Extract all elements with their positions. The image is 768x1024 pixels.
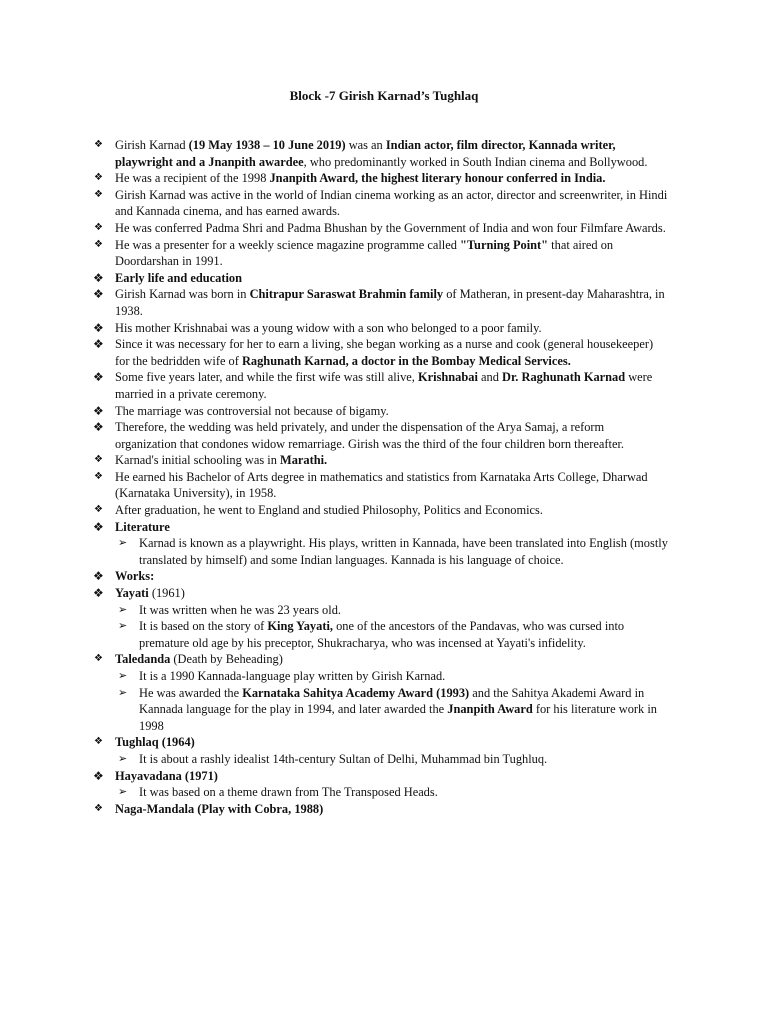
text-run: , who predominantly worked in South Indian cinema and Bollywood. — [303, 154, 648, 169]
bold-text-run: (19 May 1938 – 10 June 2019) — [188, 138, 346, 152]
bullet-text — [115, 420, 624, 451]
diamond-bullet-icon: ❖ — [93, 370, 104, 385]
bold-text-run: Taledanda — [115, 652, 171, 667]
arrow-bullet-icon: ➢ — [118, 602, 128, 616]
bullet-item — [88, 270, 668, 287]
bold-text-run: Karnataka Sahitya Academy Award (1993) — [242, 685, 470, 700]
bullet-item — [88, 568, 668, 585]
bold-text-run: Naga-Mandala (Play with Cobra, 1988) — [115, 801, 324, 816]
diamond-bullet-icon: ❖ — [94, 470, 103, 482]
bullet-item — [88, 801, 668, 818]
diamond-bullet-icon: ❖ — [93, 403, 104, 418]
text-run: He was a presenter for a weekly science magazine programme called — [115, 237, 461, 252]
bullet-text — [115, 337, 653, 368]
bold-text-run: Jnanpith Award — [447, 702, 533, 717]
diamond-bullet-icon: ❖ — [94, 221, 103, 233]
text-run: It was written when he was 23 years old. — [139, 602, 341, 617]
text-run: Girish Karnad was active in the world of Indian cinema working as an actor, director and screenwriter, in Hindi and Kannada cinema, and has earned awards. — [115, 187, 668, 219]
text-run: one of the ancestors of the Pandavas, who was cursed into premature old age by his preceptor, Shukracharya, who was incensed at Yayati's infidelity. — [139, 619, 625, 650]
text-run: Therefore, the wedding was held privately, and under the dispensation of the Arya Samaj, a reform organization that condones widow remarriage. Girish was the third of the four children born thereafter. — [115, 420, 624, 451]
sub-bullet-item — [88, 618, 668, 651]
arrow-bullet-icon: ➢ — [118, 669, 128, 682]
sub-bullet-item — [88, 751, 668, 768]
bold-text-run: Early life and education — [115, 270, 243, 285]
bullet-text — [115, 569, 154, 583]
bullet-item — [88, 734, 668, 751]
bullet-item — [88, 137, 668, 170]
bullet-text — [115, 453, 327, 467]
arrow-bullet-icon: ➢ — [118, 536, 128, 550]
diamond-bullet-icon: ❖ — [93, 337, 104, 352]
diamond-bullet-icon: ❖ — [94, 802, 103, 814]
sub-bullet-item — [88, 685, 668, 735]
text-run: for his literature work in 1998 — [139, 702, 657, 733]
bullet-text — [115, 221, 666, 235]
bullet-text — [139, 669, 445, 683]
arrow-bullet-icon: ➢ — [118, 785, 128, 799]
diamond-bullet-icon: ❖ — [93, 586, 104, 601]
diamond-bullet-icon: ❖ — [93, 420, 104, 435]
bullet-text — [115, 586, 185, 600]
bold-text-run: Works: — [115, 569, 155, 584]
bullet-text — [115, 470, 648, 501]
text-run: It was based on a theme drawn from The Transposed Heads. — [139, 785, 438, 800]
bold-text-run: Marathi. — [280, 453, 328, 468]
bullet-text — [139, 536, 668, 567]
text-run: and the Sahitya Akademi Award in Kannada language for the play in 1994, and later awarded the — [139, 685, 645, 717]
diamond-bullet-icon: ❖ — [93, 768, 104, 783]
bullet-text — [115, 735, 195, 749]
bullet-text — [115, 171, 605, 185]
bullet-text — [115, 370, 652, 401]
text-run: was an — [345, 138, 386, 152]
bullet-item — [88, 502, 668, 519]
bullet-item — [88, 369, 668, 402]
bullet-item — [88, 220, 668, 237]
text-run: Karnad's initial schooling was in — [115, 453, 281, 468]
bullet-item — [88, 585, 668, 602]
bullet-item — [88, 187, 668, 220]
diamond-bullet-icon: ❖ — [94, 238, 103, 250]
bullet-item — [88, 519, 668, 536]
diamond-bullet-icon: ❖ — [93, 287, 104, 302]
bullet-item — [88, 419, 668, 452]
bullet-text — [115, 404, 389, 418]
text-run: Girish Karnad — [115, 138, 189, 152]
arrow-bullet-icon: ➢ — [118, 685, 128, 699]
diamond-bullet-icon: ❖ — [94, 504, 103, 516]
diamond-bullet-icon: ❖ — [94, 736, 103, 748]
text-run: The marriage was controversial not because of bigamy. — [115, 403, 389, 418]
bullet-text — [139, 619, 624, 650]
sub-bullet-item — [88, 535, 668, 568]
text-run: Girish Karnad was born in — [115, 287, 250, 302]
text-run: that aired on Doordarshan in 1991. — [115, 237, 614, 269]
text-run: It is about a rashly idealist 14th-century Sultan of Delhi, Muhammad bin Tughluq. — [139, 751, 548, 766]
bullet-item — [88, 286, 668, 319]
text-run: His mother Krishnabai was a young widow with a son who belonged to a poor family. — [115, 320, 542, 335]
bullet-text — [115, 321, 542, 335]
bullet-text — [115, 503, 543, 517]
diamond-bullet-icon: ❖ — [94, 454, 103, 466]
bold-text-run: King Yayati, — [267, 619, 333, 634]
text-run: It is based on the story of — [139, 619, 268, 634]
bullet-item — [88, 651, 668, 668]
bullet-item — [88, 403, 668, 420]
text-run: He was conferred Padma Shri and Padma Bhushan by the Government of India and won four Filmfare Awards. — [115, 220, 666, 235]
bullet-list — [88, 137, 668, 817]
bullet-text — [115, 769, 218, 783]
text-run: He earned his Bachelor of Arts degree in mathematics and statistics from Karnataka Arts College, Dharwad (Karnataka University), in 1958. — [115, 469, 648, 501]
arrow-bullet-icon: ➢ — [118, 619, 128, 633]
sub-bullet-item — [88, 668, 668, 685]
bullet-text — [115, 188, 667, 219]
text-run: were married in a private ceremony. — [115, 370, 653, 401]
bold-text-run: Raghunath Karnad, a doctor in the Bombay Medical Services. — [241, 353, 571, 368]
text-run: (Death by Beheading) — [170, 652, 283, 667]
bullet-item — [88, 170, 668, 187]
diamond-bullet-icon: ❖ — [93, 519, 104, 534]
bullet-item — [88, 336, 668, 369]
diamond-bullet-icon: ❖ — [94, 188, 103, 200]
bullet-text — [115, 138, 647, 169]
text-run: He was awarded the — [139, 685, 243, 700]
bullet-text — [115, 271, 242, 285]
bold-text-run: Hayavadana (1971) — [115, 768, 218, 783]
text-run: After graduation, he went to England and studied Philosophy, Politics and Economics. — [115, 503, 543, 518]
diamond-bullet-icon: ❖ — [93, 320, 104, 335]
diamond-bullet-icon: ❖ — [94, 653, 103, 665]
bold-text-run: Tughlaq (1964) — [115, 735, 195, 750]
sub-bullet-item — [88, 602, 668, 619]
text-run: Some five years later, and while the first wife was still alive, — [115, 370, 418, 385]
bullet-item — [88, 237, 668, 270]
bullet-text — [115, 652, 283, 666]
bullet-text — [139, 752, 547, 766]
bullet-item — [88, 320, 668, 337]
bullet-text — [115, 287, 665, 318]
text-run: Since it was necessary for her to earn a living, she began working as a nurse and cook (general housekeeper) for the bedridden wife of — [115, 337, 654, 368]
text-run: and — [477, 370, 502, 385]
bold-text-run: Indian actor, film director, Kannada writer, playwright and a Jnanpith awardee — [115, 138, 616, 169]
bullet-text — [115, 520, 170, 534]
bullet-text — [139, 603, 341, 617]
bold-text-run: Dr. Raghunath Karnad — [502, 370, 626, 385]
bold-text-run: Literature — [115, 519, 170, 534]
document-title: Block -7 Girish Karnad’s Tughlaq — [289, 88, 479, 103]
bullet-text — [115, 802, 323, 816]
bullet-item — [88, 768, 668, 785]
bullet-text — [139, 686, 657, 733]
diamond-bullet-icon: ❖ — [94, 172, 103, 184]
text-run: He was a recipient of the 1998 — [115, 171, 270, 186]
sub-bullet-item — [88, 784, 668, 801]
bold-text-run: Krishnabai — [417, 370, 478, 385]
diamond-bullet-icon: ❖ — [93, 270, 104, 285]
bullet-text — [115, 238, 613, 269]
bold-text-run: Chitrapur Saraswat Brahmin family — [249, 287, 444, 302]
diamond-bullet-icon: ❖ — [94, 139, 103, 150]
text-run: (1961) — [148, 586, 185, 601]
bold-text-run: Jnanpith Award, the highest literary honour conferred in India. — [269, 171, 606, 186]
bold-text-run: Yayati — [115, 586, 149, 601]
text-run: Karnad is known as a playwright. His plays, written in Kannada, have been translated into English (mostly translated by himself) and some Indian languages. Kannada is his language of choice. — [139, 536, 668, 567]
text-run: of Matheran, in present-day Maharashtra, in 1938. — [115, 287, 665, 318]
arrow-bullet-icon: ➢ — [118, 751, 128, 765]
diamond-bullet-icon: ❖ — [93, 569, 104, 584]
text-run: It is a 1990 Kannada-language play written by Girish Karnad. — [139, 669, 446, 683]
bullet-item — [88, 452, 668, 469]
bold-text-run: "Turning Point" — [460, 237, 549, 252]
bullet-item — [88, 469, 668, 502]
bullet-text — [139, 785, 438, 799]
